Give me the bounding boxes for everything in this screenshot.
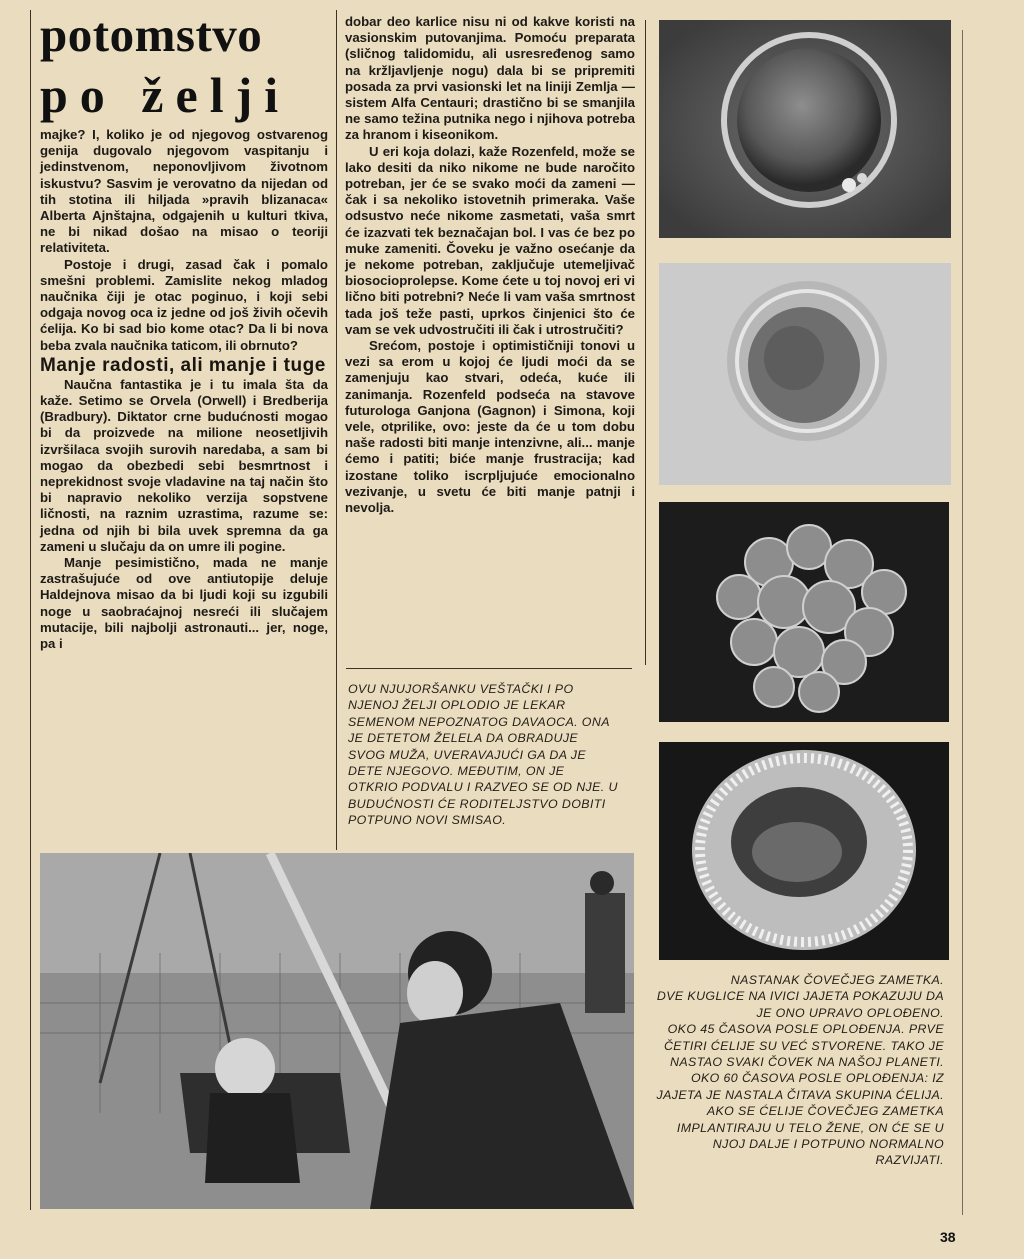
section-subhead: Manje radosti, ali manje i tuge (40, 354, 326, 376)
page-number: 38 (940, 1229, 956, 1245)
caption-line-2: DVE KUGLICE NA IVICI JAJETA POKAZUJU DA JE ONO UPRAVO OPLOĐENO. (656, 989, 944, 1020)
column2-paragraph-2: U eri koja dolazi, kaže Rozenfeld, može se lako desiti da niko nikome ne bude naročito potreban, jer će se svako moći da zameni — čak i sa nekoliko istovetnih primeraka. Vaše odsustvo neće nikome zasmetati, vaša smrt će izazvati tek beznačajan bol. I vas će bez po muke zameniti. Čoveku je važno osećanje da je nekome potreban, zaključuje utemeljivač biosocioprolepse. Kome ćete u toj novoj eri vi lično biti potrebni? Neće li vam vaša smrtnost tada još teže pasti, uprkos činjenici što će vam se vek udvostručiti ili čak i utrostručiti? (345, 143, 635, 337)
column2-paragraph-3: Srećom, postoje i optimističniji tonovi u vezi sa erom u kojoj će ljudi moći da se zamenjuju kao stvari, odeća, kuće ili zanimanja. Rozenfeld podseća na stavove futurologa Ganjona (Gagnon) i Simona, koji vele, otprilike, ovo: jeste da će u tom dobu naše radosti biti manje intenzivne, ali... manje ćemo i patiti; biće manje frustracija; kad izostane toliko iscrpljujuće emocionalno vezivanje, u svetu će biti manje patnji i nevolja. (345, 338, 635, 516)
playground-photo-caption: OVU NJUJORŠANKU VEŠTAČKI I PO NJENOJ ŽELJI OPLODIO JE LEKAR SEMENOM NEPOZNATOG DAVAOCA. ONA JE DETETOM ŽELELA DA OBRADUJE SVOG MUŽA, UVERAVAJUĆI GA DA JE DETE NJEGOVO. MEĐUTIM, ON JE OTKRIO PODVALU I RAZVEO SE OD NJE. U BUDUĆNOSTI ĆE RODITELJSTVO DOBITI POTPUNO NOVI SMISAO. (348, 682, 618, 828)
page-edge-rule (962, 30, 963, 1215)
column1-paragraph-4: Manje pesimistično, mada ne manje zastrašujuće od ove antiutopije deluje Haldejnova misao da bi ljudi koji su izgubili noge u saobraćajnoj nesreći ili slučajem mutacije, bili najbolji astronauti... jer, noge, pa i (40, 555, 328, 652)
embryo-photos-caption (652, 972, 944, 1169)
embryo-photo-cell-cluster (659, 502, 949, 722)
headline-line-1: potomstvo (40, 7, 263, 62)
column1-paragraph-2: Postoje i drugi, zasad čak i pomalo smešni problemi. Zamislite nekog mladog naučnika čiji je otac poginuo, i koji sebi odgaja novog oca iz jedne od još živih očevih ćelija. Ko bi sad bio kome otac? Da li bi nova beba zvala naučnika taticom, ili obrnuto? (40, 256, 328, 353)
column1-paragraph-1: majke? I, koliko je od njegovog ostvarenog genija dugovalo njegovom vaspitanju i jedinstvenom, neponovljivom životnom iskustvu? Sasvim je verovatno da nijedan od tih stotina ili hiljada »pravih blizanaca« Alberta Ajnštajna, odgajenih u kulturi tkiva, ne bi nikad došao na misao o teoriji relativiteta. (40, 127, 328, 256)
column2-paragraph-1: dobar deo karlice nisu ni od kakve koristi na vasionskim putovanjima. Pomoću preparata (sličnog talidomidu, ali usresređenog samo na kržljavljenje nogu) dala bi se pripremiti posada za prvi vasionski let na liniji Zemlja — sistem Alfa Centauri; drastično bi se smanjila ne samo težina putnika nego i njihova potreba za hranom i kiseonikom. (345, 14, 635, 143)
column-rule-middle (336, 10, 337, 850)
caption-line-4: OKO 60 ČASOVA POSLE OPLOĐENJA: IZ JAJETA JE NASTALA ČITAVA SKUPINA ĆELIJA. (656, 1071, 944, 1102)
caption-line-1: NASTANAK ČOVEČJEG ZAMETKA. (730, 973, 944, 987)
embryo-photo-implanted-blastocyst (659, 742, 949, 960)
embryo-photo-fertilized-egg (659, 20, 951, 238)
caption-line-5: AKO SE ĆELIJE ČOVEČJEG ZAMETKA IMPLANTIRAJU U TELO ŽENE, ON ĆE SE U NJOJ DALJE I POTPUNO NORMALNO RAZVIJATI. (676, 1104, 944, 1168)
article-column-2 (345, 14, 635, 516)
embryo-photo-four-cells (659, 263, 951, 485)
article-column-1 (40, 127, 328, 652)
playground-photo-mother-and-child (40, 853, 634, 1209)
caption-divider (346, 668, 632, 669)
column1-paragraph-3: Naučna fantastika je i tu imala šta da kaže. Setimo se Orvela (Orwell) i Bredberija (Bradbury). Diktator crne budućnosti mogao bi da proizvede na milione neosetljivih izvršilaca svojih surovih naredaba, a sam bi mogao da obezbedi sebi besmrtnost i neprekidnost svoje vladavine na taj način što bi napravio nekoliko verzija sopstvene ličnosti, na raznim uzrastima, razume se: jedna od njih bi bila uvek spremna da ga zameni u slučaju da on umre ili pogine. (40, 376, 328, 554)
column-rule-right (645, 20, 646, 665)
headline-line-2: po želji (40, 67, 291, 123)
caption-line-3: OKO 45 ČASOVA POSLE OPLOĐENJA. PRVE ČETIRI ĆELIJE SU VEĆ STVORENE. TAKO JE NASTAO SVAKI ČOVEK NA NAŠOJ PLANETI. (663, 1022, 944, 1070)
column-rule-left (30, 10, 31, 1210)
